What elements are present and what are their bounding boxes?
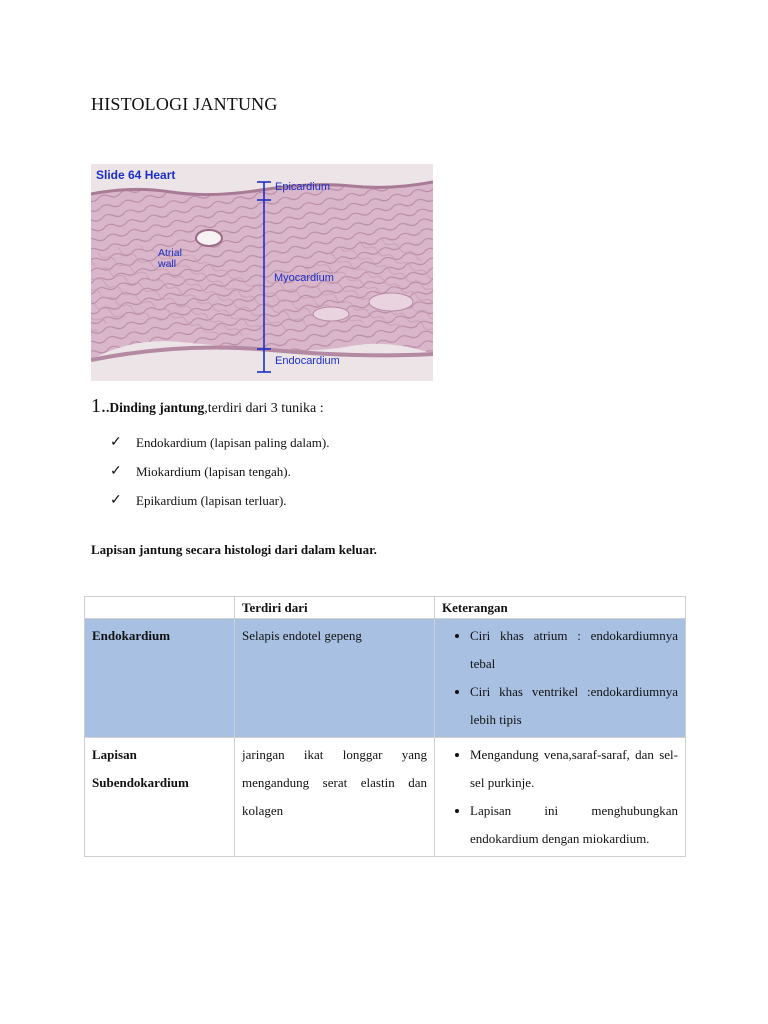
row-name-cell: Endokardium [85,619,235,738]
list-item-label: Endokardium (lapisan paling dalam). [136,434,330,450]
subheading: Lapisan jantung secara histologi dari dalam keluar. [91,542,377,557]
table-row [85,619,686,738]
header-cell-keterangan: Keterangan [435,597,686,619]
histology-table [84,596,686,857]
section-bold-term: Dinding jantung [109,400,205,415]
section-number: 1. [91,395,106,417]
list-item-label: Epikardium (lapisan terluar). [136,492,287,508]
slide-title: Slide 64 Heart [96,168,176,182]
checkmark-icon: ✓ [110,435,122,450]
label-epicardium: Epicardium [275,181,331,193]
tunika-checklist [110,428,330,515]
list-item [110,457,330,486]
page-title: HISTOLOGI JANTUNG [91,94,278,114]
table-row [85,738,686,857]
row-keterangan-cell [435,619,686,738]
label-myocardium: Myocardium [274,272,334,284]
section-1-heading [91,395,324,418]
keterangan-item: • Ciri khas atrium : endokardiumnya tebal [470,622,678,678]
header-cell-empty [85,597,235,619]
row-terdiri-cell: jaringan ikat longgar yang mengandung serat elastin dan kolagen [235,738,435,857]
histology-slide-image [91,164,433,381]
list-item [110,428,330,457]
section-dot: . [106,400,110,415]
list-item-label: Miokardium (lapisan tengah). [136,463,291,479]
row-keterangan-cell [435,738,686,857]
label-atrial-wall: Atrial wall [158,247,182,270]
header-cell-terdiri: Terdiri dari [235,597,435,619]
keterangan-item: • Ciri khas ventrikel :endokardiumnya lebih tipis [470,678,678,734]
checkmark-icon: ✓ [110,493,122,508]
section-rest: ,terdiri dari 3 tunika : [204,401,324,416]
row-name-cell: Lapisan Subendokardium [85,738,235,857]
histology-slide-svg [91,164,433,381]
row-terdiri-cell: Selapis endotel gepeng [235,619,435,738]
list-item [110,486,330,515]
table-header-row [85,597,686,619]
keterangan-item: • Lapisan ini menghubungkan endokardium dengan miokardium. [470,797,678,853]
checkmark-icon: ✓ [110,464,122,479]
keterangan-item: • Mengandung vena,saraf-saraf, dan sel-sel purkinje. [470,741,678,797]
label-endocardium: Endocardium [275,355,340,367]
